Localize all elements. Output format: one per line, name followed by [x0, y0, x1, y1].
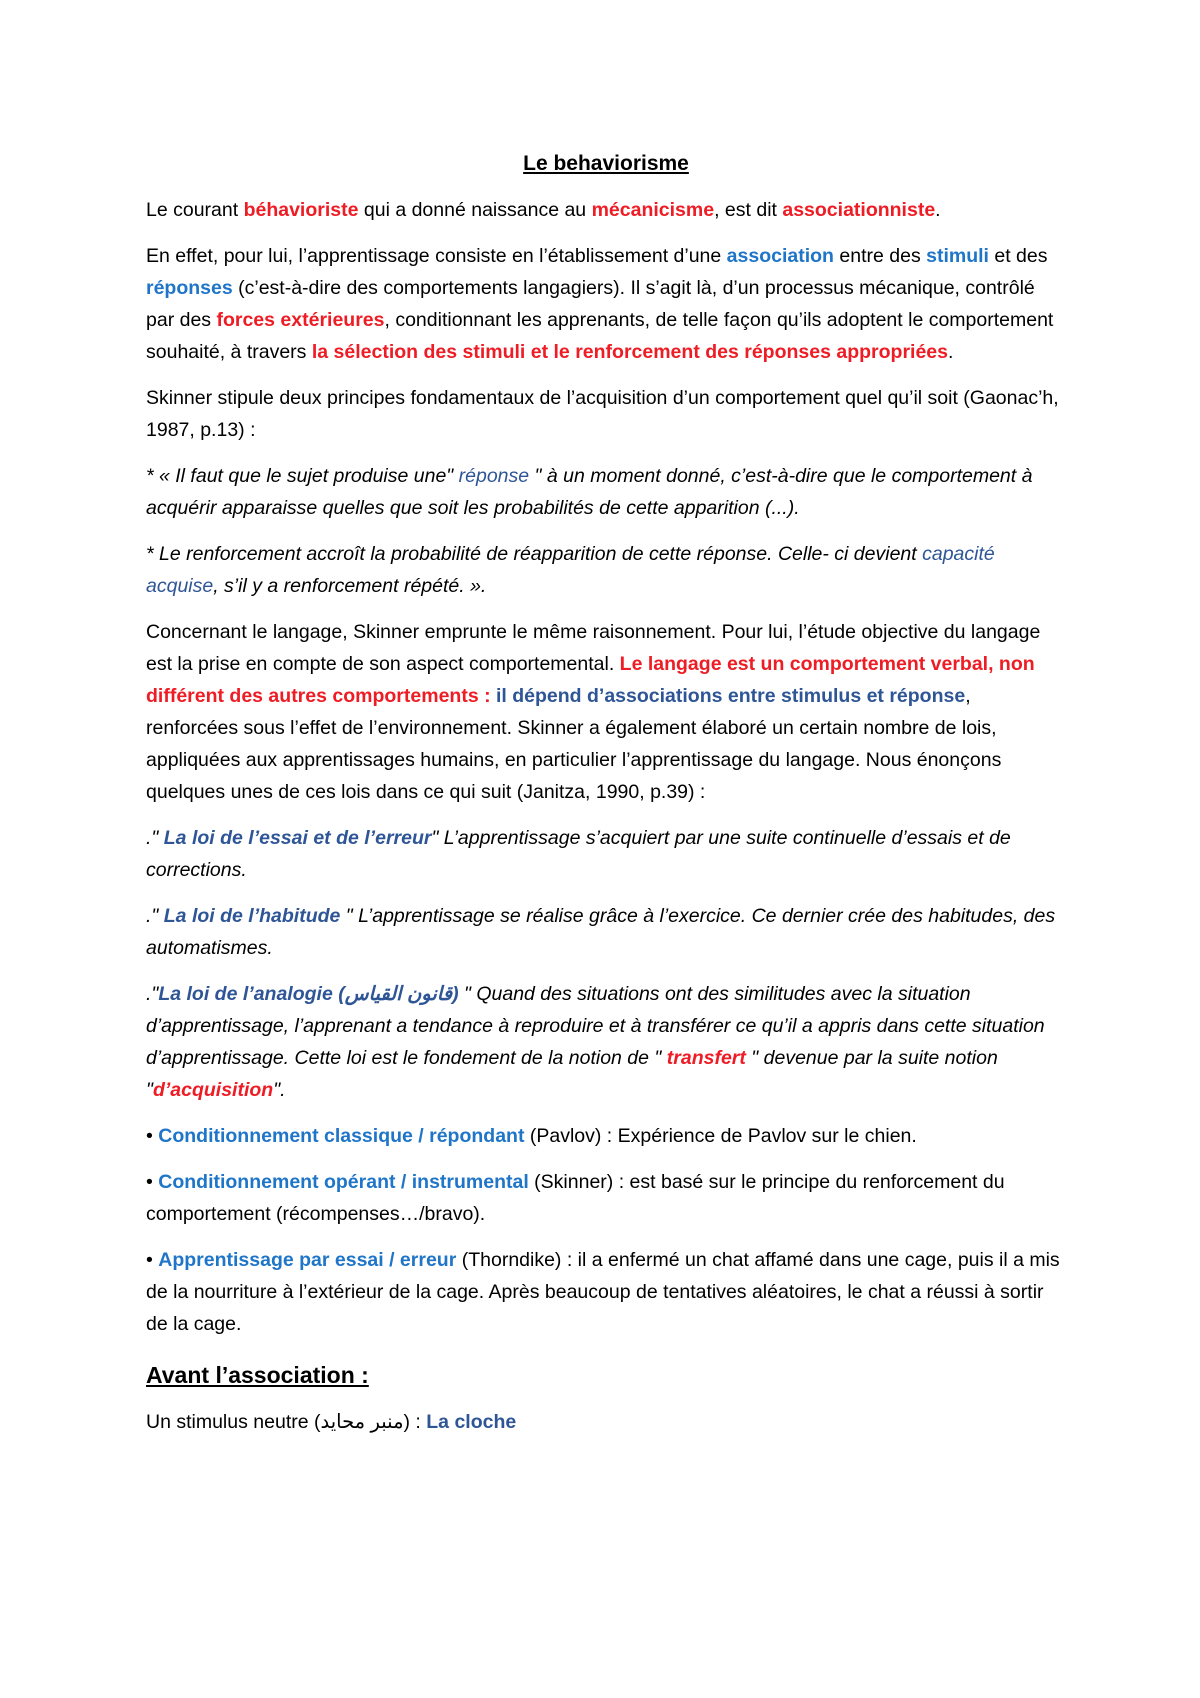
quote-principle-2: [146, 538, 1066, 602]
text-run: " devenue par la suite notion ": [146, 1047, 998, 1101]
text-run: ".: [273, 1079, 286, 1101]
highlight-term: La cloche: [426, 1411, 517, 1433]
law-name: La loi de l’essai et de l’erreur: [163, 827, 432, 849]
highlight-term: transfert: [666, 1047, 746, 1069]
text-run: et des: [988, 245, 1048, 267]
highlight-term: Apprentissage par essai / erreur: [158, 1249, 457, 1271]
highlight-term: Conditionnement opérant / instrumental: [158, 1171, 529, 1193]
bullet-icon: •: [146, 1249, 159, 1271]
text-run: En effet, pour lui, l’apprentissage consiste en l’établissement d’une: [146, 245, 727, 267]
highlight-term: béhavioriste: [243, 199, 359, 221]
text-run: entre des: [833, 245, 927, 267]
text-run: , est dit: [714, 199, 783, 221]
text-run: Concernant le langage, Skinner emprunte le même raisonnement. Pour lui, l’étude objective du langage est la prise en compte de son aspect comportemental.: [146, 621, 1041, 675]
highlight-term: forces extérieures: [216, 309, 385, 331]
bullet-icon: •: [146, 1125, 159, 1147]
document-page: [146, 148, 1066, 1452]
quote-principle-1: [146, 460, 1066, 524]
text-run: .: [947, 341, 954, 363]
text-run: .": [146, 905, 164, 927]
highlight-term: association: [726, 245, 834, 267]
text-run: Le courant: [146, 199, 244, 221]
bullet-conditionnement-classique: [146, 1120, 1066, 1152]
text-run: " à un moment donné, c’est-à-dire que le comportement à acquérir apparaisse quelles que soit les probabilités de cette apparition (...).: [146, 465, 1033, 519]
paragraph-association: [146, 240, 1066, 368]
text-run: .": [146, 983, 159, 1005]
text-run: * « Il faut que le sujet produise une": [146, 465, 459, 487]
law-name: La loi de l’analogie (قانون القياس): [158, 983, 459, 1005]
highlight-term: réponse: [458, 465, 530, 487]
text-run: , s’il y a renforcement répété. ».: [213, 575, 487, 597]
highlight-term: capacité acquise: [146, 543, 995, 597]
highlight-term: Conditionnement classique / répondant: [158, 1125, 525, 1147]
text-run: .": [146, 827, 164, 849]
highlight-term: il dépend d’associations entre stimulus et réponse: [490, 685, 966, 707]
highlight-term: réponses: [146, 277, 233, 299]
paragraph-langage: [146, 616, 1066, 808]
highlight-term: stimuli: [926, 245, 989, 267]
highlight-term: mécanicisme: [591, 199, 715, 221]
text-run: (c’est-à-dire des comportements langagiers). Il s’agit là, d’un processus mécanique, contrôlé par des: [146, 277, 1035, 331]
text-run: .: [935, 199, 941, 221]
text-run: , renforcées sous l’effet de l’environnement. Skinner a également élaboré un certain nombre de lois, appliquées aux apprentissages humains, en particulier l’apprentissage du langage. Nous énonçons quelques unes de ces lois dans ce qui suit (Janitza, 1990, p.39) :: [146, 685, 1002, 803]
law-analogie: [146, 978, 1066, 1106]
bullet-conditionnement-operant: [146, 1166, 1066, 1230]
text-run: (Skinner) : est basé sur le principe du renforcement du comportement (récompenses…/bravo).: [146, 1171, 1005, 1225]
paragraph-skinner: Skinner stipule deux principes fondamentaux de l’acquisition d’un comportement quel qu’il soit (Gaonac’h, 1987, p.13) :: [146, 387, 1059, 441]
bullet-essai-erreur: [146, 1244, 1066, 1340]
section-heading: Avant l’association :: [146, 1362, 369, 1388]
paragraph-intro: [146, 194, 1066, 226]
law-name: La loi de l’habitude: [163, 905, 341, 927]
highlight-term: la sélection des stimuli et le renforcement des réponses appropriées: [311, 341, 948, 363]
law-essai-erreur: [146, 822, 1066, 886]
text-run: " Quand des situations ont des similitudes avec la situation d’apprentissage, l’apprenant a tendance à reproduire et à transférer ce qu’il a appris dans cette situation d’apprentissage. Cette loi est le fondement de la notion de ": [146, 983, 1045, 1069]
text-run: , conditionnant les apprenants, de telle façon qu’ils adoptent le comportement souhaité, à travers: [146, 309, 1054, 363]
document-title: Le behaviorisme: [523, 152, 689, 175]
text-run: " L’apprentissage se réalise grâce à l’exercice. Ce dernier crée des habitudes, des automatismes.: [146, 905, 1056, 959]
text-run: " L’apprentissage s’acquiert par une suite continuelle d’essais et de corrections.: [146, 827, 1011, 881]
text-run: Un stimulus neutre (منبر محايد) :: [146, 1411, 427, 1433]
text-run: qui a donné naissance au: [358, 199, 592, 221]
highlight-term: Le langage est un comportement verbal, non différent des autres comportements :: [146, 653, 1035, 707]
highlight-term: associationniste: [782, 199, 936, 221]
text-run: * Le renforcement accroît la probabilité de réapparition de cette réponse. Celle- ci devient: [146, 543, 923, 565]
law-habitude: [146, 900, 1066, 964]
text-run: (Thorndike) : il a enfermé un chat affamé dans une cage, puis il a mis de la nourriture à l’extérieur de la cage. Après beaucoup de tentatives aléatoires, le chat a réussi à sortir de la cage.: [146, 1249, 1060, 1335]
highlight-term: d’acquisition: [152, 1079, 274, 1101]
bullet-icon: •: [146, 1171, 159, 1193]
paragraph-stimulus-neutre: [146, 1406, 1066, 1438]
text-run: (Pavlov) : Expérience de Pavlov sur le chien.: [524, 1125, 917, 1147]
